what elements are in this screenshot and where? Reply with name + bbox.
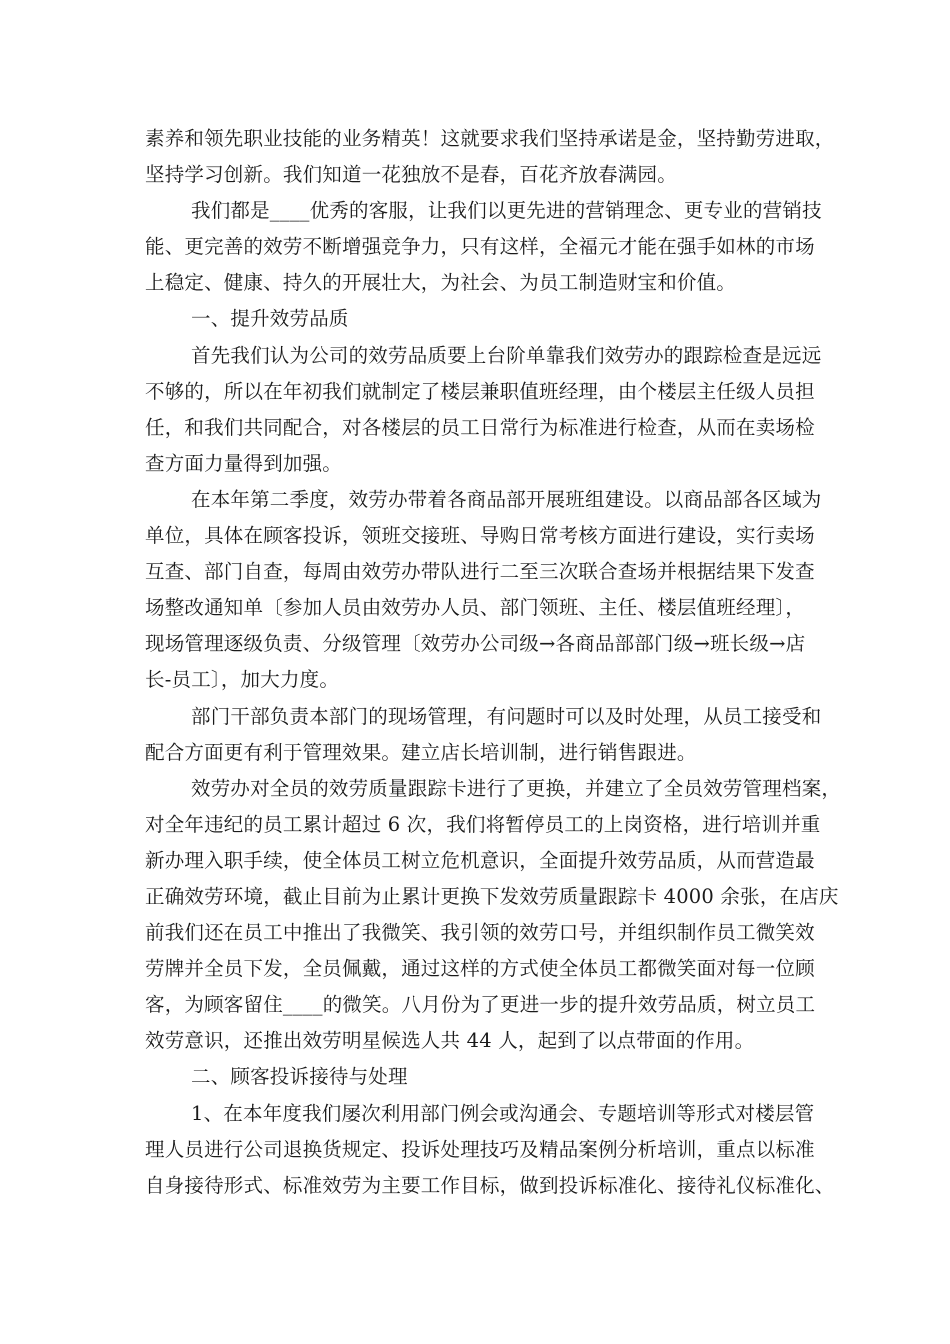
text-line: 理人员进行公司退换货规定、投诉处理技巧及精品案例分析培训，重点以标准 <box>145 1137 815 1161</box>
text-line: 对全年违纪的员工累计超过 6 次，我们将暂停员工的上岗资格，进行培训并重 <box>145 812 821 836</box>
text-line: 前我们还在员工中推出了我微笑、我引领的效劳口号，并组织制作员工微笑效 <box>145 921 815 945</box>
text-line: 在本年第二季度，效劳办带着各商品部开展班组建设。以商品部各区域为 <box>191 487 822 511</box>
text-line: 效劳意识，还推出效劳明星候选人共 44 人，起到了以点带面的作用。 <box>145 1029 755 1053</box>
text-line: 首先我们认为公司的效劳品质要上台阶单靠我们效劳办的跟踪检查是远远 <box>191 343 822 367</box>
text-line: 二、顾客投诉接待与处理 <box>191 1065 408 1089</box>
text-line: 我们都是____优秀的客服，让我们以更先进的营销理念、更专业的营销技 <box>191 199 822 223</box>
text-line: 劳牌并全员下发，全员佩戴，通过这样的方式使全体员工都微笑面对每一位顾 <box>145 957 815 981</box>
text-line: 一、提升效劳品质 <box>191 307 349 331</box>
text-line: 客，为顾客留住____的微笑。八月份为了更进一步的提升效劳品质，树立员工 <box>145 993 816 1017</box>
text-line: 能、更完善的效劳不断增强竞争力，只有这样，全福元才能在强手如林的市场 <box>145 235 815 259</box>
text-line: 部门干部负责本部门的现场管理，有问题时可以及时处理，从员工接受和 <box>191 704 822 728</box>
text-line: 查方面力量得到加强。 <box>145 451 343 475</box>
text-line: 长-员工〕，加大力度。 <box>145 668 340 692</box>
text-line: 效劳办对全员的效劳质量跟踪卡进行了更换，并建立了全员效劳管理档案， <box>191 776 842 800</box>
text-line: 坚持学习创新。我们知道一花独放不是春，百花齐放春满园。 <box>145 163 677 187</box>
text-line: 现场管理逐级负责、分级管理〔效劳办公司级→各商品部部门级→班长级→店 <box>145 632 806 656</box>
text-line: 新办理入职手续，使全体员工树立危机意识，全面提升效劳品质，从而营造最 <box>145 848 815 872</box>
text-line: 互查、部门自查，每周由效劳办带队进行二至三次联合查场并根据结果下发查 <box>145 560 815 584</box>
text-line: 场整改通知单〔参加人员由效劳办人员、部门领班、主任、楼层值班经理〕， <box>145 596 806 620</box>
text-line: 正确效劳环境，截止目前为止累计更换下发效劳质量跟踪卡 4000 余张，在店庆 <box>145 884 839 908</box>
text-line: 任，和我们共同配合，对各楼层的员工日常行为标准进行检查，从而在卖场检 <box>145 415 815 439</box>
text-line: 素养和领先职业技能的业务精英！这就要求我们坚持承诺是金，坚持勤劳进取， <box>145 127 835 150</box>
text-line: 1、在本年度我们屡次利用部门例会或沟通会、专题培训等形式对楼层管 <box>191 1101 815 1125</box>
text-line: 单位，具体在顾客投诉，领班交接班、导购日常考核方面进行建设，实行卖场 <box>145 524 815 548</box>
text-line: 配合方面更有利于管理效果。建立店长培训制，进行销售跟进。 <box>145 740 697 764</box>
text-line: 自身接待形式、标准效劳为主要工作目标，做到投诉标准化、接待礼仪标准化、 <box>145 1173 835 1197</box>
document-body <box>145 121 842 1204</box>
text-line: 上稳定、健康、持久的开展壮大，为社会、为员工制造财宝和价值。 <box>145 271 737 295</box>
text-line: 不够的，所以在年初我们就制定了楼层兼职值班经理，由个楼层主任级人员担 <box>145 379 815 403</box>
